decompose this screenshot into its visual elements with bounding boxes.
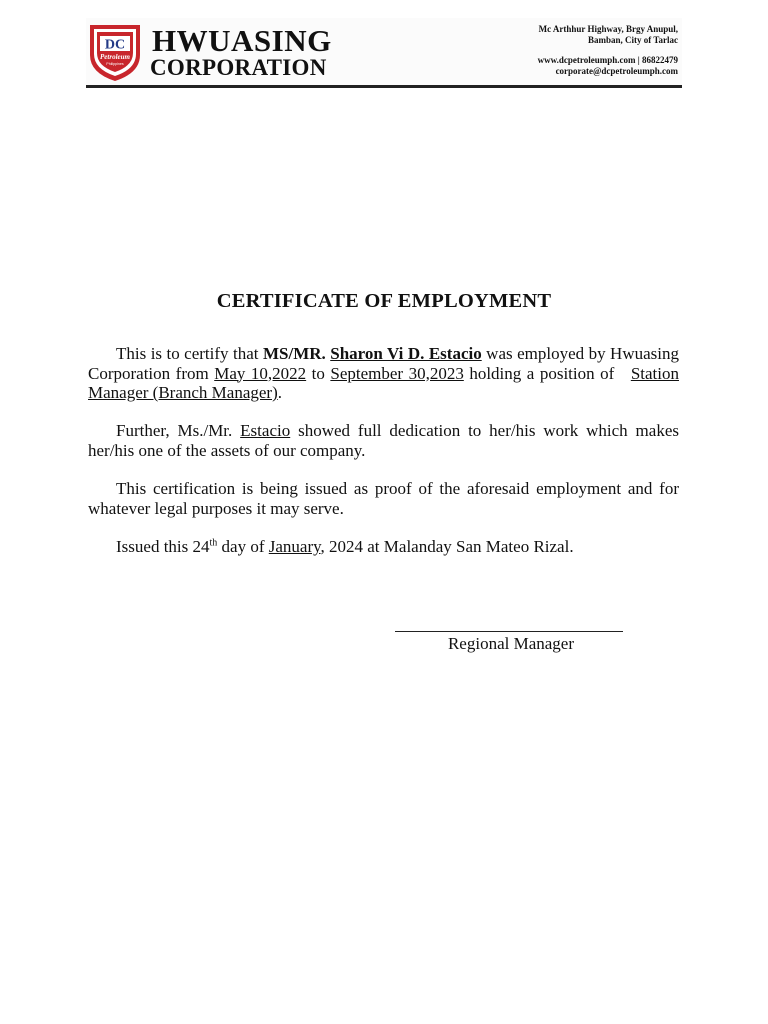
signatory-title: Regional Manager <box>447 634 575 653</box>
document-title: CERTIFICATE OF EMPLOYMENT <box>216 290 552 312</box>
start-date: May 10,2022 <box>214 363 307 383</box>
p2-post: showed full dedication to her/his work which makes her/his one of the assets of our company. <box>88 421 679 460</box>
p4-pre: Issued this 24 <box>116 537 210 556</box>
dc-petroleum-logo <box>86 21 144 83</box>
honorific: MS/MR. <box>262 344 326 363</box>
p2-pre: Further, Ms./Mr. <box>116 421 241 440</box>
address-line-2: Bamban, City of Tarlac <box>587 35 678 45</box>
p4-mid: day of <box>217 537 269 556</box>
p1-mid2: to <box>306 363 331 383</box>
logo-letters: DC <box>104 37 126 53</box>
employee-surname: Estacio <box>240 421 291 440</box>
header-rule <box>86 85 682 88</box>
p1-pre: This is to certify that <box>116 344 263 363</box>
day-suffix: th <box>209 537 218 549</box>
p1-mid3: holding a position of <box>463 363 620 383</box>
issue-month: January <box>268 537 321 556</box>
position: Station Manager (Branch Manager) <box>88 363 679 402</box>
p1-mid1: was employed by Hwuasing Corporation from <box>88 344 679 383</box>
employee-name: Sharon Vi D. Estacio <box>330 344 482 363</box>
company-subtitle: CORPORATION <box>150 55 327 80</box>
paragraph-purpose <box>88 479 679 518</box>
p3-text: This certification is being issued as proof of the aforesaid employment and for whatever legal purposes it may serve. <box>88 479 679 518</box>
address-line-1: Mc Arthhur Highway, Brgy Anupul, <box>538 24 678 34</box>
contact-block <box>538 24 678 77</box>
letterhead <box>86 18 682 86</box>
p4-post: , 2024 at Malanday San Mateo Rizal. <box>320 537 574 556</box>
end-date: September 30,2023 <box>330 363 464 383</box>
p1-end: . <box>277 383 282 402</box>
email: corporate@dcpetroleumph.com <box>555 66 678 76</box>
signature-line <box>395 631 623 632</box>
paragraph-employment <box>88 344 679 403</box>
paragraph-dedication <box>88 421 679 460</box>
logo-country: Philippines <box>106 62 124 66</box>
company-name: HWUASING <box>152 23 332 58</box>
web-phone: www.dcpetroleumph.com | 86822479 <box>537 55 678 65</box>
paragraph-issued <box>88 537 679 557</box>
logo-word: Petroleum <box>100 53 130 61</box>
